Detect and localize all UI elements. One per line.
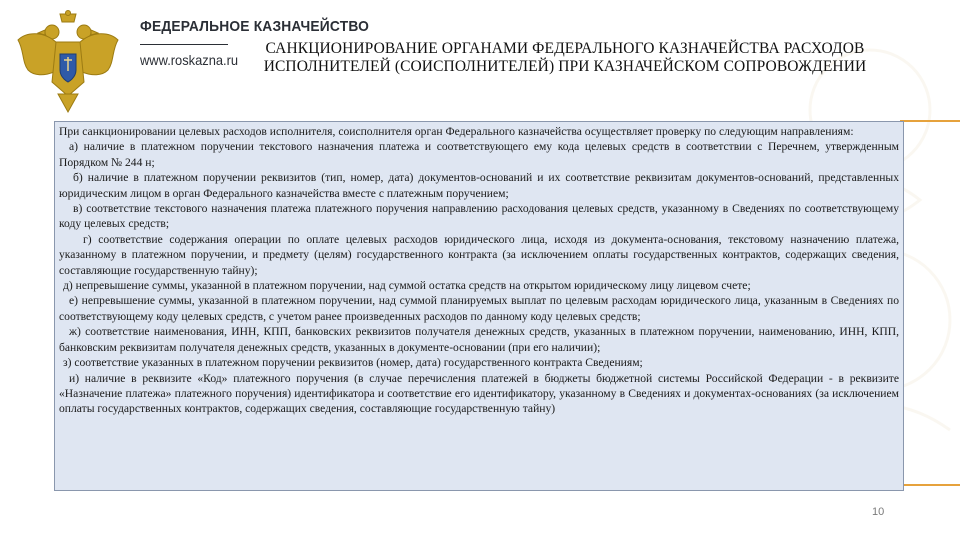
list-item: ж) соответствие наименования, ИНН, КПП, банковских реквизитов получателя денежных средств, указанных в платежном поручении, наименованию, ИНН, КПП, банковским реквизитам получателя денежных средств, указанных в документе-основании (при его наличии); (59, 325, 899, 354)
list-item: а) наличие в платежном поручении текстового назначения платежа и соответствующего ему кода целевых средств в соответствии с Перечнем, утвержденным Порядком № 244 н; (59, 140, 899, 169)
list-item: б) наличие в платежном поручении реквизитов (тип, номер, дата) документов-оснований и их соответствие реквизитам документов-оснований, представленных юридическим лицом в орган Федерального казначейства вместе с платежным поручением; (59, 171, 899, 200)
list-item: з) соответствие указанных в платежном поручении реквизитов (номер, дата) государственного контракта Сведениям; (63, 356, 643, 370)
list-item: в) соответствие текстового назначения платежа платежного поручения направлению расходования целевых средств, указанному в Сведениях по соответствующему коду целевых средств; (59, 202, 899, 231)
accent-line-bottom (900, 484, 960, 486)
brand-name: ФЕДЕРАЛЬНОЕ КАЗНАЧЕЙСТВО (140, 18, 370, 35)
content-box (54, 121, 904, 491)
page-number: 10 (872, 506, 885, 518)
list-item: д) непревышение суммы, указанной в платежном поручении, над суммой остатка средств на открытом юридическому лицу лицевом счете; (63, 279, 751, 293)
list-item: е) непревышение суммы, указанной в платежном поручении, над суммой планируемых выплат по целевым расходам юридического лица, указанным в Сведениях по соответствующему коду целевых средств, с учетом ранее произведенных расходов по данному коду целевых средств; (59, 294, 899, 323)
accent-line-top (900, 120, 960, 122)
page-title: САНКЦИОНИРОВАНИЕ ОРГАНАМИ ФЕДЕРАЛЬНОГО КАЗНАЧЕЙСТВА РАСХОДОВ ИСПОЛНИТЕЛЕЙ (СОИСПОЛНИТЕЛЕЙ) ПРИ КАЗНАЧЕЙСКОМ СОПРОВОЖДЕНИИ (263, 40, 867, 75)
double-headed-eagle-icon (14, 10, 122, 116)
brand-divider (140, 44, 228, 45)
brand-url[interactable]: www.roskazna.ru (140, 52, 239, 68)
list-item: и) наличие в реквизите «Код» платежного поручения (в случае перечисления платежей в бюджеты бюджетной системы Российской Федерации - в реквизите «Назначение платежа» платежного поручения) идентификатора и соответствие его идентификатору, указанному в Сведениях и документах-основаниях (за исключением оплаты государственных контрактов, содержащих сведения, составляющие государственную тайну) (59, 371, 899, 416)
intro-paragraph: При санкционировании целевых расходов исполнителя, соисполнителя орган Федерального казначейства осуществляет проверку по следующим направлениям: (59, 125, 854, 138)
list-item: г) соответствие содержания операции по оплате целевых расходов юридического лица, исходя из документа-основания, текстовому назначению платежа, указанному в платежном поручении, и предмету (целям) государственного контракта (за исключением оплаты государственных контрактов, содержащих сведения, составляющие государственную тайну); (59, 232, 899, 277)
